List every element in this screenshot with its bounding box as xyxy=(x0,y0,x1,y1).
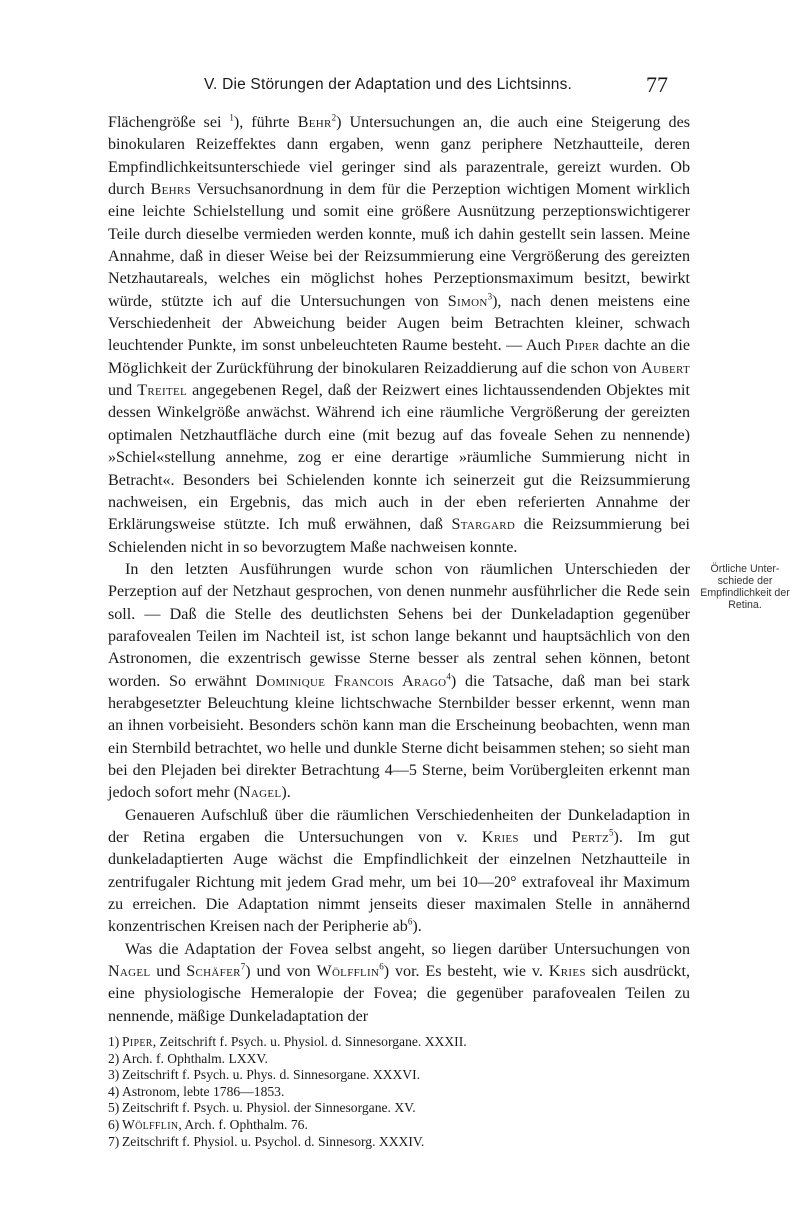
footnote xyxy=(108,1034,690,1051)
text-run: angegebenen Regel, daß der Reizwert eines lichtaussendenden Objektes mit dessen Winkelgröße anwächst. Während ich eine räumliche Vergrößerung der gereizten optimalen Netzhautfläche durch eine (mit bezug auf das foveale Sehen zu nennende) »Schiel«stellung annehme, zog er eine derartige »räumliche Summierung nicht in Betracht«. Besonders bei Schielenden konnte ich seinerzeit gut die Reizsummierung nachweisen, ein Ergebnis, das mich auch in der eben referierten Annahme der Erklärungsweise stützte. Ich muß erwähnen, daß xyxy=(108,382,690,534)
footnote-ref: 4 xyxy=(446,671,451,682)
text-run: die Reizsummierung bei Schielenden nicht in so bevorzugtem Maße nachweisen konnte. xyxy=(108,516,690,556)
footnote xyxy=(108,1051,690,1068)
footnote-ref: 5 xyxy=(608,827,614,838)
text-run: , Zeitschrift f. Psych. u. Physiol. d. Sinnesorgane. XXXII. xyxy=(152,1034,467,1049)
marginal-note: Örtliche Unterschiede der Empfindlichkeit der Retina. xyxy=(700,563,790,611)
footnote-number: 6) xyxy=(108,1116,120,1132)
text-run: Versuchsanordnung in dem für die Perzeption wichtigen Moment wirklich eine leichte Schielstellung und somit eine größere Ausnützung perzeptionswichtigerer Teile durch dieselbe vermieden werden konnte, muß ich dahin gestellt sein lassen. Meine Annahme, daß in dieser Weise bei der Reizsummierung eine Vergrößerung des gereizten Netzhautareals, welches ein möglichst hohes Perzeptionsmaximum besitzt, bewirkt würde, stützte ich auf die Untersuchungen von xyxy=(108,181,691,310)
footnote xyxy=(108,1134,690,1151)
author-name: Stargard xyxy=(451,516,516,534)
paragraph xyxy=(108,112,690,559)
footnote-ref: 6 xyxy=(379,961,384,972)
text-run: Zeitschrift f. Psych. u. Phys. d. Sinnesorgane. XXXVI. xyxy=(122,1067,421,1083)
text-run: ). xyxy=(281,784,291,802)
text-run: und xyxy=(518,829,572,846)
text-run: und xyxy=(108,382,138,400)
text-run: Flächengröße sei xyxy=(108,114,230,131)
paragraph xyxy=(108,805,690,939)
author-name: Schäfer xyxy=(186,963,241,981)
paragraph xyxy=(108,559,690,805)
author-name: Nagel xyxy=(108,963,151,981)
text-run: Zeitschrift f. Physiol. u. Psychol. d. Sinnesorg. XXXIV. xyxy=(122,1133,425,1149)
author-name: Piper xyxy=(122,1034,153,1049)
footnote xyxy=(108,1100,690,1117)
text-run: ). xyxy=(412,918,422,936)
text-run: Zeitschrift f. Psych. u. Physiol. der Sinnesorgane. XV. xyxy=(122,1100,416,1116)
text-run: dachte an die Möglichkeit der Zurückführung der binokularen Reizaddierung auf die schon von xyxy=(108,337,690,377)
author-name: Behrs xyxy=(150,181,191,199)
page-header xyxy=(108,72,668,98)
author-name: Dominique Francois Arago xyxy=(255,672,447,690)
text-run: ), führte xyxy=(233,114,298,131)
footnote-number: 2) xyxy=(108,1050,120,1066)
footnote-number: 4) xyxy=(108,1083,120,1099)
page-number: 77 xyxy=(646,72,668,97)
author-name: Aubert xyxy=(641,359,690,377)
text-run: und xyxy=(150,963,187,981)
footnote-ref: 3 xyxy=(487,291,493,302)
author-name: Wölfflin xyxy=(122,1116,179,1132)
footnote-ref: 2 xyxy=(331,112,337,123)
author-name: Simon xyxy=(447,292,488,310)
text-run: ) Untersuchungen an, die auch eine Steigerung des binokularen Reizeffektes dann ergaben, wenn ganz periphere Netzhautteile, deren Empfindlichkeitsunterschiede viel geringer sind als parazentrale, gereizt wurden. Ob durch xyxy=(108,114,691,199)
author-name: Kries xyxy=(548,963,586,981)
footnote xyxy=(108,1117,690,1134)
footnote-ref: 7 xyxy=(240,961,246,972)
footnote-number: 7) xyxy=(108,1133,120,1149)
text-run: Was die Adaptation der Fovea selbst angeht, so liegen darüber Untersuchungen von xyxy=(125,940,690,958)
text-run: ), nach denen meistens eine Verschiedenheit der Abweichung beider Augen beim Betrachten kleiner, schwach leuchtender Punkte, im sonst unbeleuchteten Raume besteht. — Auch xyxy=(108,292,690,355)
paragraph xyxy=(108,939,690,1028)
running-title: V. Die Störungen der Adaptation und des Lichtsinns. xyxy=(203,76,573,93)
author-name: Kries xyxy=(481,829,519,846)
footnotes xyxy=(108,1034,690,1150)
footnote-number: 1) xyxy=(108,1034,120,1049)
text-run: , Arch. f. Ophthalm. 76. xyxy=(178,1116,308,1132)
footnote-ref: 6 xyxy=(407,917,413,928)
footnote-number: 3) xyxy=(108,1067,120,1083)
author-name: Nagel xyxy=(238,784,282,802)
text-run: sich ausdrückt, eine physiologische Hemeralopie der Fovea; die gegenüber parafovealen Teilen zu nennende, mäßige Dunkeladaptation der xyxy=(108,963,690,1025)
author-name: Piper xyxy=(565,337,600,355)
footnote-ref: 1 xyxy=(229,112,234,123)
text-run: ) die Tatsache, daß man bei stark herabgesetzter Beleuchtung kleine lichtschwache Sternbilder besser erkennt, wenn man an ihnen vorbeisieht. Besonders schön kann man die Erscheinung beobachten, wenn man ein Sternbild betrachtet, wo helle und dunkle Sterne dicht beisammen stehen; so sieht man bei den Plejaden bei direkter Betrachtung 4—5 Sterne, beim Vorübergleiten erkennt man jedoch sofort mehr ( xyxy=(108,672,690,802)
footnote-number: 5) xyxy=(108,1100,120,1116)
text-run: ) und von xyxy=(245,963,317,981)
author-name: Behr xyxy=(297,114,332,131)
text-run: Genaueren Aufschluß über die räumlichen Verschiedenheiten der Dunkeladaption in der Retina ergaben die Untersuchungen von v. xyxy=(108,806,690,846)
text-run: Astronom, lebte 1786—1853. xyxy=(122,1083,285,1099)
author-name: Wölfflin xyxy=(316,963,380,981)
text-run: Arch. f. Ophthalm. LXXV. xyxy=(122,1050,268,1066)
text-run: In den letzten Ausführungen wurde schon von räumlichen Unterschieden der Perzeption auf der Netzhaut gesprochen, von denen nunmehr ausführlicher die Rede sein soll. — Daß die Stelle des deutlichsten Sehens bei der Dunkeladaption gegenüber parafovealen Teilen im Nachteil ist, ist schon lange bekannt und hauptsächlich von den Astronomen, die exzentrisch gewisse Sterne besser als zentral sehen können, betont worden. So erwähnt xyxy=(108,560,690,690)
footnote xyxy=(108,1084,690,1101)
body-text xyxy=(108,112,690,1028)
text-run: ). Im gut dunkeladaptierten Auge wächst die Empfindlichkeit der einzelnen Netzhautteile in zentrifugaler Richtung mit jedem Grad mehr, um bei 10—20° extrafoveal ihr Maximum zu erreichen. Die Adaptation nimmt jenseits dieser maximalen Stelle in annähernd konzentrischen Kreisen nach der Peripherie ab xyxy=(108,829,690,936)
author-name: Pertz xyxy=(571,829,609,846)
author-name: Treitel xyxy=(137,382,188,400)
footnote xyxy=(108,1067,690,1084)
text-run: ) vor. Es besteht, wie v. xyxy=(383,963,549,981)
